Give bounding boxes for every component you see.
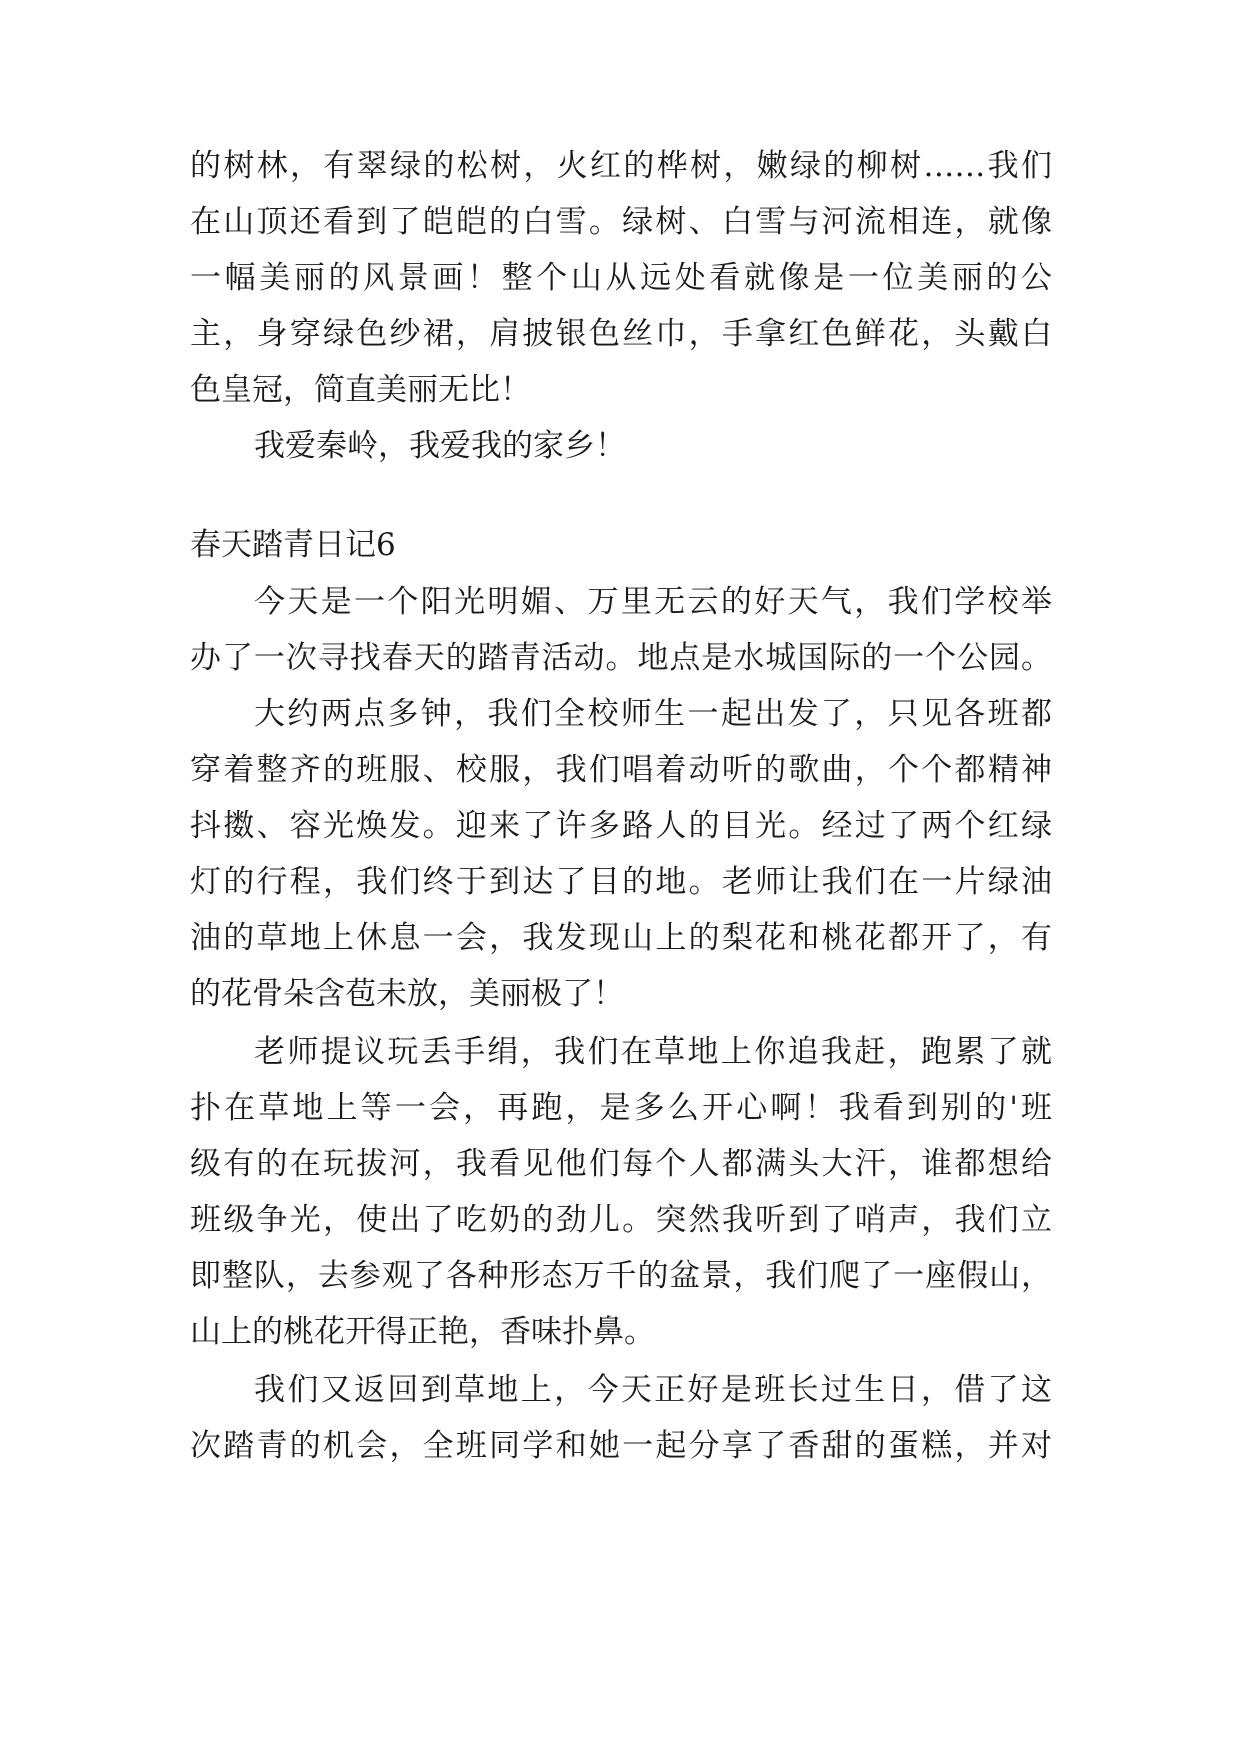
- text-line: 油的草地上休息一会，我发现山上的梨花和桃花都开了，有: [190, 920, 1052, 956]
- text-line: 即整队，去参观了各种形态万千的盆景，我们爬了一座假山，: [190, 1258, 1052, 1294]
- text-line: 老师提议玩丢手绢，我们在草地上你追我赶，跑累了就: [254, 1034, 1052, 1070]
- text-line: 的花骨朵含苞未放，美丽极了！: [190, 976, 624, 1012]
- text-line: 一幅美丽的风景画！整个山从远处看就像是一位美丽的公: [190, 260, 1052, 296]
- text-line: 办了一次寻找春天的踏青活动。地点是水城国际的一个公园。: [190, 640, 1052, 676]
- text-line: 抖擞、容光焕发。迎来了许多路人的目光。经过了两个红绿: [190, 808, 1052, 844]
- text-line: 在山顶还看到了皑皑的白雪。绿树、白雪与河流相连，就像: [190, 204, 1052, 240]
- text-line: 穿着整齐的班服、校服，我们唱着动听的歌曲，个个都精神: [190, 752, 1052, 788]
- text-line: 主，身穿绿色纱裙，肩披银色丝巾，手拿红色鲜花，头戴白: [190, 316, 1052, 352]
- text-line: 扑在草地上等一会，再跑，是多么开心啊！我看到别的'班: [190, 1090, 1052, 1126]
- text-line: 我们又返回到草地上，今天正好是班长过生日，借了这: [254, 1372, 1052, 1408]
- text-line: 班级争光，使出了吃奶的劲儿。突然我听到了哨声，我们立: [190, 1202, 1052, 1238]
- text-line: 的树林，有翠绿的松树，火红的桦树，嫩绿的柳树……我们: [190, 148, 1052, 184]
- text-line: 山上的桃花开得正艳，香味扑鼻。: [190, 1314, 655, 1350]
- text-line: 色皇冠，简直美丽无比！: [190, 372, 531, 408]
- text-line: 次踏青的机会，全班同学和她一起分享了香甜的蛋糕，并对: [190, 1428, 1052, 1464]
- text-line: 级有的在玩拔河，我看见他们每个人都满头大汗，谁都想给: [190, 1146, 1052, 1182]
- section-title: 春天踏青日记6: [190, 527, 396, 563]
- text-line: 大约两点多钟，我们全校师生一起出发了，只见各班都: [254, 696, 1052, 732]
- text-line: 今天是一个阳光明媚、万里无云的好天气，我们学校举: [254, 584, 1052, 620]
- text-line: 灯的行程，我们终于到达了目的地。老师让我们在一片绿油: [190, 864, 1052, 900]
- text-line: 我爱秦岭，我爱我的家乡！: [254, 428, 626, 464]
